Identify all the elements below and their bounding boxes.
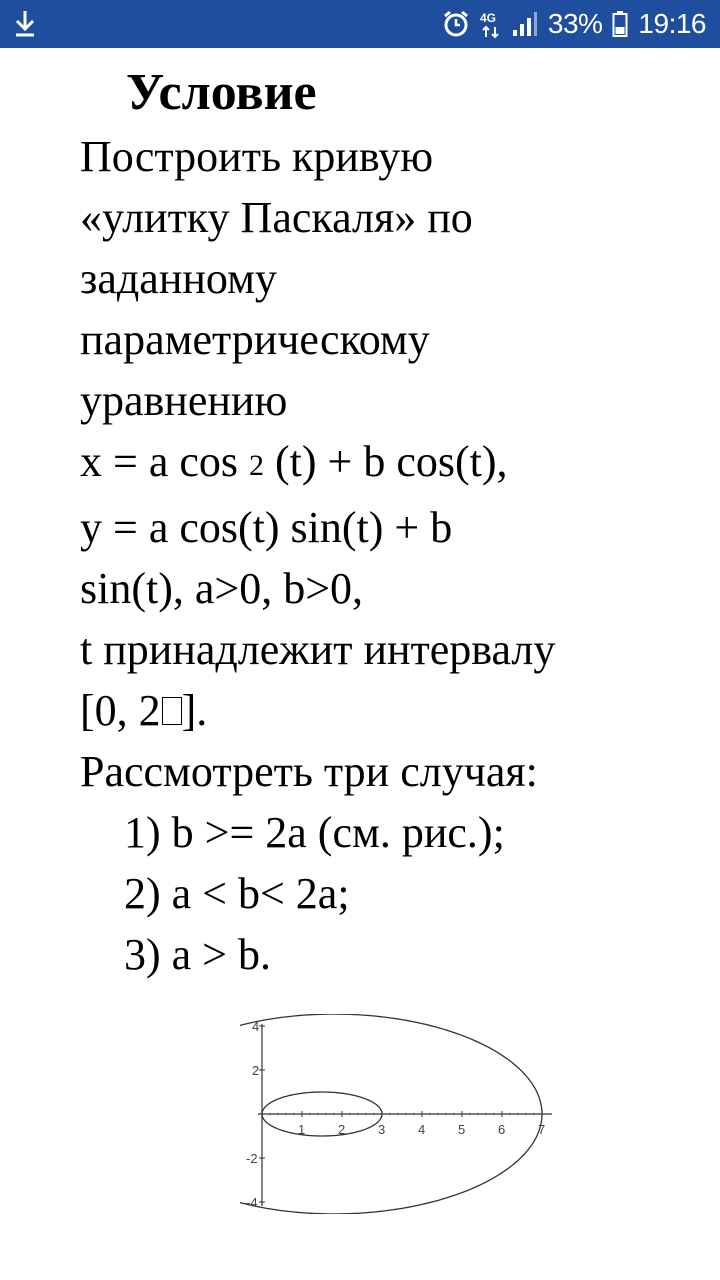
task-content [80, 60, 700, 985]
equation-y: y = a cos(t) sin(t) + b [80, 503, 453, 552]
clock-time: 19:16 [638, 8, 706, 39]
svg-text:4G: 4G [479, 11, 496, 25]
y-tick-label: -2 [246, 1151, 258, 1166]
x-tick-label: 1 [298, 1122, 306, 1137]
battery-percent: 33% [547, 8, 603, 39]
y-tick-label: -4 [246, 1195, 258, 1210]
x-tick-label: 2 [338, 1122, 346, 1137]
alarm-icon [442, 10, 470, 38]
text-line-1: Построить кривую [80, 132, 434, 181]
equation-x-part1: x = a cos [80, 437, 249, 486]
equation-x [80, 431, 700, 497]
limacon-plot [240, 1014, 560, 1214]
case-item-2: 2) a < b< 2a; [124, 869, 350, 918]
plot-svg [240, 1014, 560, 1214]
cases-intro: Рассмотреть три случая: [80, 747, 538, 796]
y-tick-label: 4 [252, 1019, 260, 1034]
case-item-1: 1) b >= 2a (см. рис.); [124, 808, 505, 857]
download-icon [14, 8, 36, 38]
interval-part1: [0, 2 [80, 686, 161, 735]
x-tick-label: 7 [538, 1122, 546, 1137]
equation-x-exponent: 2 [249, 449, 264, 482]
equation-x-part2: (t) + b cos(t), [264, 437, 508, 486]
text-line-5: уравнению [80, 376, 288, 425]
text-line-4: параметрическому [80, 315, 430, 364]
text-line-3: заданному [80, 254, 277, 303]
battery-icon [612, 10, 628, 38]
signal-icon [512, 10, 538, 38]
status-bar [0, 0, 720, 48]
cases-list [80, 802, 700, 985]
interval-value [80, 680, 700, 741]
equation-conditions: sin(t), a>0, b>0, [80, 564, 364, 613]
y-tick-label: 2 [252, 1063, 260, 1078]
x-tick-label: 3 [378, 1122, 386, 1137]
interval-line: t принадлежит интервалу [80, 625, 556, 674]
x-tick-label: 4 [418, 1122, 426, 1137]
text-line-2: «улитку Паскаля» по [80, 193, 473, 242]
x-tick-label: 5 [458, 1122, 466, 1137]
network-4g-icon [480, 9, 502, 39]
interval-part2: ]. [181, 686, 208, 735]
x-tick-label: 6 [498, 1122, 506, 1137]
case-item-3: 3) a > b. [124, 930, 271, 979]
missing-glyph-icon [162, 697, 182, 725]
page-title: Условие [126, 64, 317, 121]
